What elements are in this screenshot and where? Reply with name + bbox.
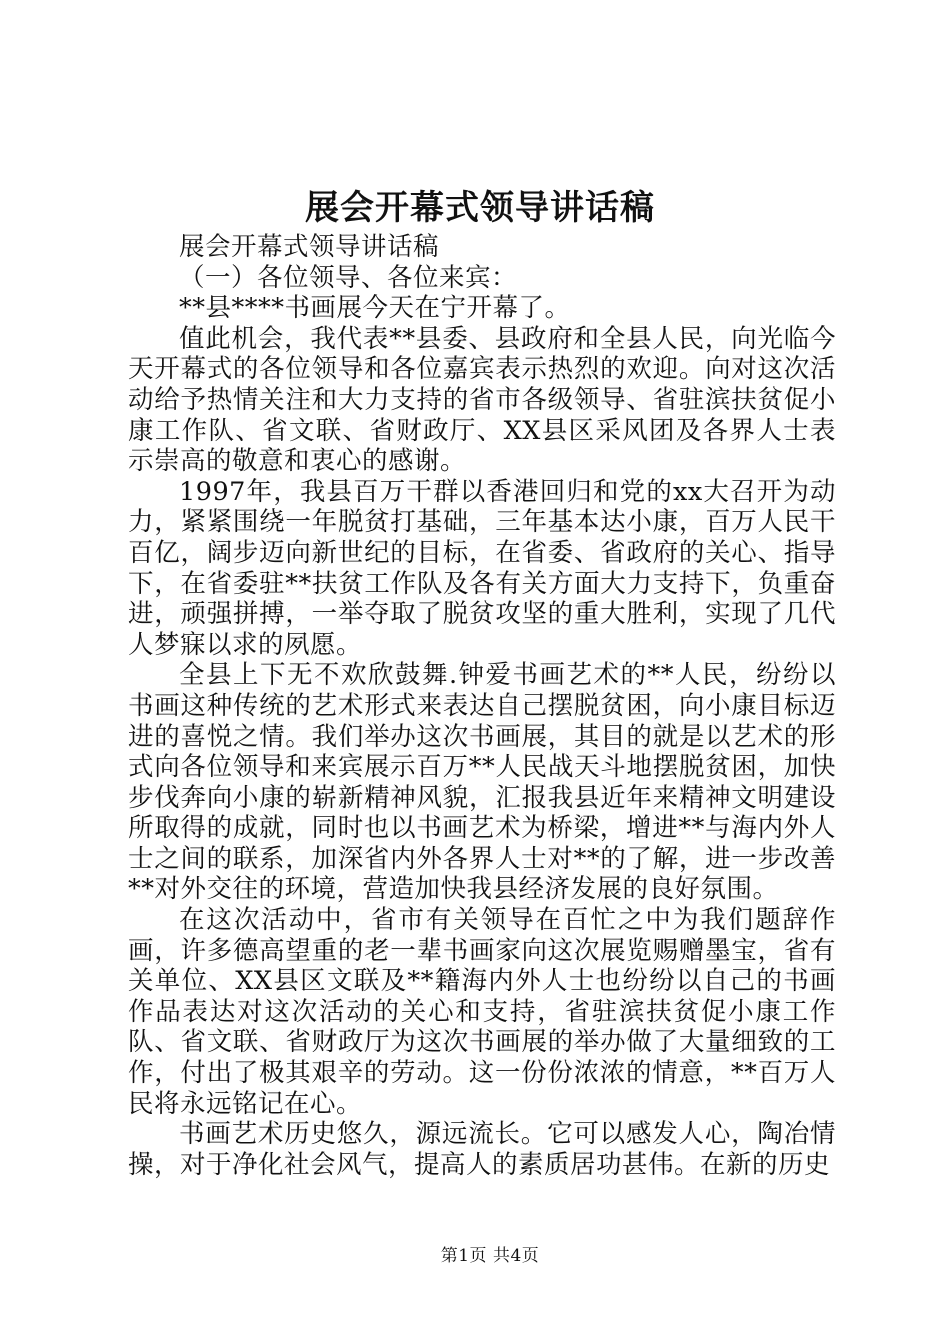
page-footer: 第1页 共4页 bbox=[440, 1246, 540, 1266]
document-title: 展会开幕式领导讲话稿 bbox=[305, 188, 655, 228]
paragraph: 全县上下无不欢欣鼓舞.钟爱书画艺术的**人民，纷纷以书画这种传统的艺术形式来表达自己摆脱贫困，向小康目标迈进的喜悦之情。我们举办这次书画展，其目的就是以艺术的形式向各位领导和来宾展示百万**人民战天斗地摆脱贫困，加快步伐奔向小康的崭新精神风貌，汇报我县近年来精神文明建设所取得的成就，同时也以书画艺术为桥梁，增进**与海内外人士之间的联系，加深省内外各界人士对**的了解，进一步改善**对外交往的环境，营造加快我县经济发展的良好氛围。 bbox=[128, 660, 836, 905]
paragraph: **县****书画展今天在宁开幕了。 bbox=[179, 293, 571, 324]
paragraph: 书画艺术历史悠久，源远流长。它可以感发人心，陶冶情操，对于净化社会风气，提高人的素质居功甚伟。在新的历史 bbox=[128, 1119, 836, 1180]
document-body bbox=[128, 232, 836, 1180]
paragraph: 展会开幕式领导讲话稿 bbox=[179, 232, 440, 262]
paragraph: （一）各位领导、各位来宾： bbox=[179, 262, 518, 293]
paragraph: 1997年，我县百万干群以香港回归和党的xx大召开为动力，紧紧围绕一年脱贫打基础，三年基本达小康，百万人民干百亿，阔步迈向新世纪的目标，在省委、省政府的关心、指导下，在省委驻**扶贫工作队及各有关方面大力支持下，负重奋进，顽强拼搏，一举夺取了脱贫攻坚的重大胜利，实现了几代人梦寐以求的夙愿。 bbox=[128, 476, 836, 660]
paragraph: 在这次活动中，省市有关领导在百忙之中为我们题辞作画，许多德高望重的老一辈书画家向这次展览赐赠墨宝，省有关单位、XX县区文联及**籍海内外人士也纷纷以自己的书画作品表达对这次活动的关心和支持，省驻滨扶贫促小康工作队、省文联、省财政厅为这次书画展的举办做了大量细致的工作，付出了极其艰辛的劳动。这一份份浓浓的情意，**百万人民将永远铭记在心。 bbox=[128, 905, 836, 1119]
paragraph: 值此机会，我代表**县委、县政府和全县人民，向光临今天开幕式的各位领导和各位嘉宾表示热烈的欢迎。向对这次活动给予热情关注和大力支持的省市各级领导、省驻滨扶贫促小康工作队、省文联、省财政厅、XX县区采风团及各界人士表示崇高的敬意和衷心的感谢。 bbox=[128, 323, 836, 477]
